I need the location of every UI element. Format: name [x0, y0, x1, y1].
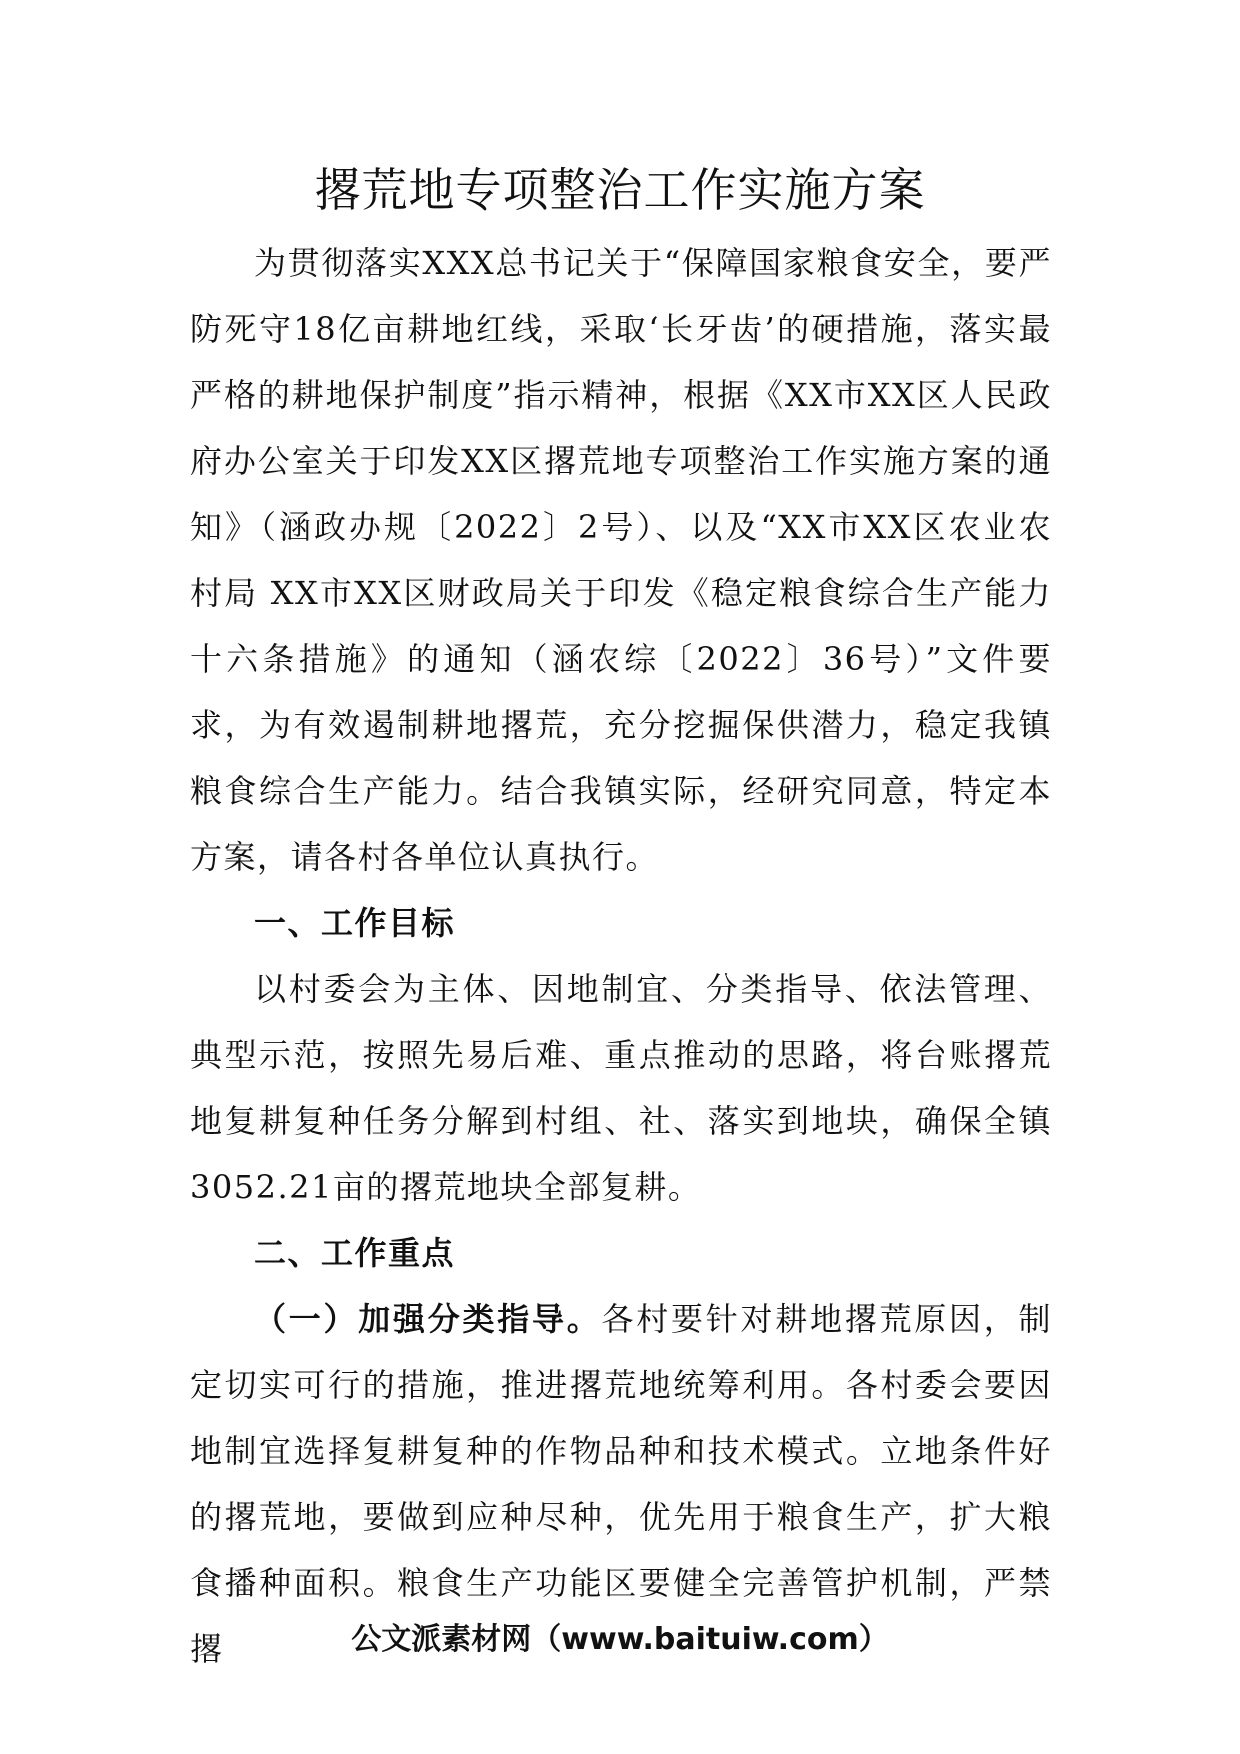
document-body: [190, 230, 1052, 1682]
section-heading-focus: 二、工作重点: [254, 1234, 456, 1272]
intro-paragraph: 为贯彻落实XXX总书记关于“保障国家粮食安全，要严防死守18亿亩耕地红线，采取‘长牙齿’的硬措施，落实最严格的耕地保护制度”指示精神，根据《XX市XX区人民政府办公室关于印发XX区撂荒地专项整治工作实施方案的通知》（涵政办规〔2022〕2号）、以及“XX市XX区农业农村局 XX市XX区财政局关于印发《稳定粮食综合生产能力十六条措施》的通知（涵农综〔2022〕36号）”文件要求，为有效遏制耕地撂荒，充分挖掘保供潜力，稳定我镇粮食综合生产能力。结合我镇实际，经研究同意，特定本方案，请各村各单位认真执行。: [190, 244, 1052, 876]
focus-item-1-lead: （一）加强分类指导。: [254, 1300, 602, 1338]
section-heading-goals: 一、工作目标: [254, 904, 456, 942]
goals-paragraph: 以村委会为主体、因地制宜、分类指导、依法管理、典型示范，按照先易后难、重点推动的思路，将台账撂荒地复耕复种任务分解到村组、社、落实到地块，确保全镇3052.21亩的撂荒地块全部复耕。: [190, 970, 1052, 1206]
footer-watermark: 公文派素材网（www.baituiw.com）: [351, 1622, 889, 1657]
focus-item-1-text: 各村要针对耕地撂荒原因，制定切实可行的措施，推进撂荒地统筹利用。各村委会要因地制宜选择复耕复种的作物品种和技术模式。立地条件好的撂荒地，要做到应种尽种，优先用于粮食生产，扩大粮食播种面积。粮食生产功能区要健全完善管护机制，严禁撂: [190, 1300, 1052, 1668]
document-title: 撂荒地专项整治工作实施方案: [314, 163, 926, 217]
